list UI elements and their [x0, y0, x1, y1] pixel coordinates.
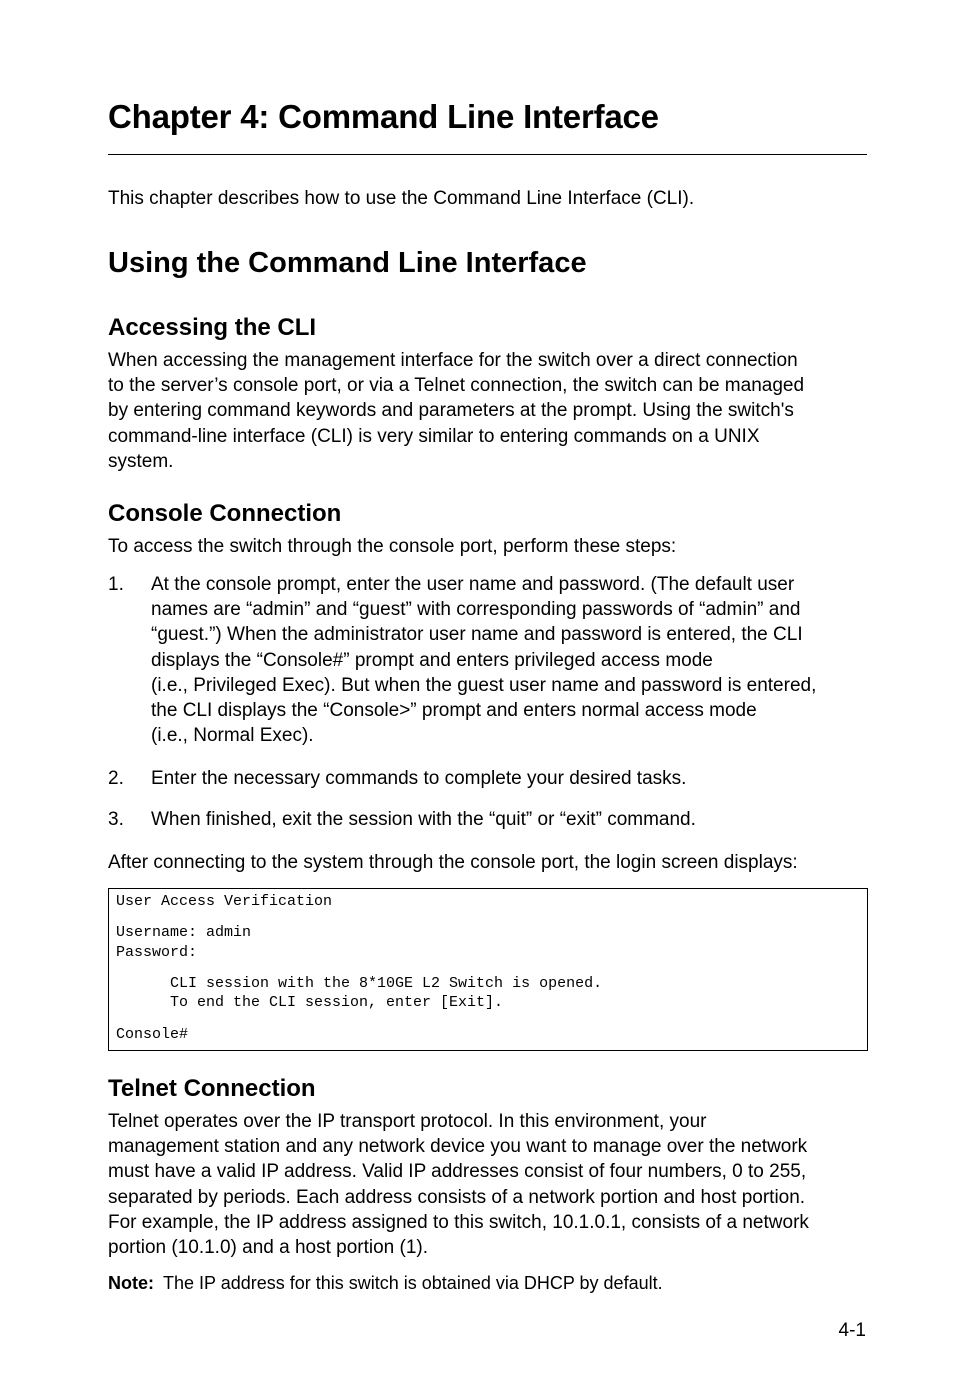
code-line: Username: admin: [116, 924, 252, 941]
paragraph-line: Telnet operates over the IP transport protocol. In this environment, your: [108, 1111, 707, 1132]
telnet-paragraph: [108, 1109, 809, 1260]
heading-telnet-connection: Telnet Connection: [108, 1075, 316, 1102]
step-line: (i.e., Privileged Exec). But when the guest user name and password is entered,: [151, 674, 817, 696]
step-2-text: Enter the necessary commands to complete your desired tasks.: [151, 768, 687, 789]
paragraph-line: by entering command keywords and parameters at the prompt. Using the switch's: [108, 400, 794, 422]
step-number: 1.: [108, 574, 124, 595]
note: [108, 1273, 663, 1294]
paragraph-line: command-line interface (CLI) is very similar to entering commands on a UNIX: [108, 425, 760, 447]
login-screen-intro: After connecting to the system through the console port, the login screen displays:: [108, 852, 798, 873]
step-line: the CLI displays the “Console>” prompt and enters normal access mode: [151, 700, 757, 722]
page-number: 4-1: [838, 1320, 866, 1341]
step-number: 3.: [108, 809, 124, 830]
paragraph-line: When accessing the management interface for the switch over a direct connection: [108, 350, 798, 371]
step-number: 2.: [108, 768, 124, 789]
paragraph-line: to the server’s console port, or via a Telnet connection, the switch can be managed: [108, 375, 805, 397]
accessing-paragraph: [108, 348, 804, 474]
paragraph-line: For example, the IP address assigned to this switch, 10.1.0.1, consists of a network: [108, 1211, 809, 1233]
code-line: Password:: [116, 944, 198, 961]
heading-accessing-cli: Accessing the CLI: [108, 314, 317, 341]
step-3-text: When finished, exit the session with the “quit” or “exit” command.: [151, 809, 696, 830]
paragraph-line: portion (10.1.0) and a host portion (1).: [108, 1237, 429, 1259]
paragraph-line: must have a valid IP address. Valid IP addresses consist of four numbers, 0 to 255,: [108, 1161, 807, 1183]
console-intro: To access the switch through the console port, perform these steps:: [108, 536, 677, 557]
section-title: Using the Command Line Interface: [108, 247, 587, 279]
title-divider: [108, 154, 867, 155]
heading-console-connection: Console Connection: [108, 500, 342, 527]
chapter-intro: This chapter describes how to use the Command Line Interface (CLI).: [108, 188, 695, 209]
note-label: Note:: [108, 1273, 154, 1293]
paragraph-line: separated by periods. Each address consists of a network portion and host portion.: [108, 1186, 806, 1208]
code-line: User Access Verification: [116, 893, 333, 910]
step-1-text: [151, 572, 816, 748]
note-text: The IP address for this switch is obtained via DHCP by default.: [163, 1273, 663, 1293]
paragraph-line: system.: [108, 450, 174, 472]
step-line: displays the “Console#” prompt and enters privileged access mode: [151, 649, 713, 671]
step-line: “guest.”) When the administrator user name and password is entered, the CLI: [151, 624, 803, 646]
step-line: At the console prompt, enter the user name and password. (The default user: [151, 574, 795, 595]
step-line: names are “admin” and “guest” with corresponding passwords of “admin” and: [151, 599, 801, 621]
step-line: (i.e., Normal Exec).: [151, 725, 314, 747]
code-line: CLI session with the 8*10GE L2 Switch is opened.: [116, 975, 603, 992]
paragraph-line: management station and any network device you want to manage over the network: [108, 1136, 808, 1158]
code-block: [108, 888, 868, 1051]
code-line: Console#: [116, 1026, 189, 1043]
code-line: To end the CLI session, enter [Exit].: [116, 994, 504, 1011]
chapter-title: Chapter 4: Command Line Interface: [108, 98, 659, 135]
